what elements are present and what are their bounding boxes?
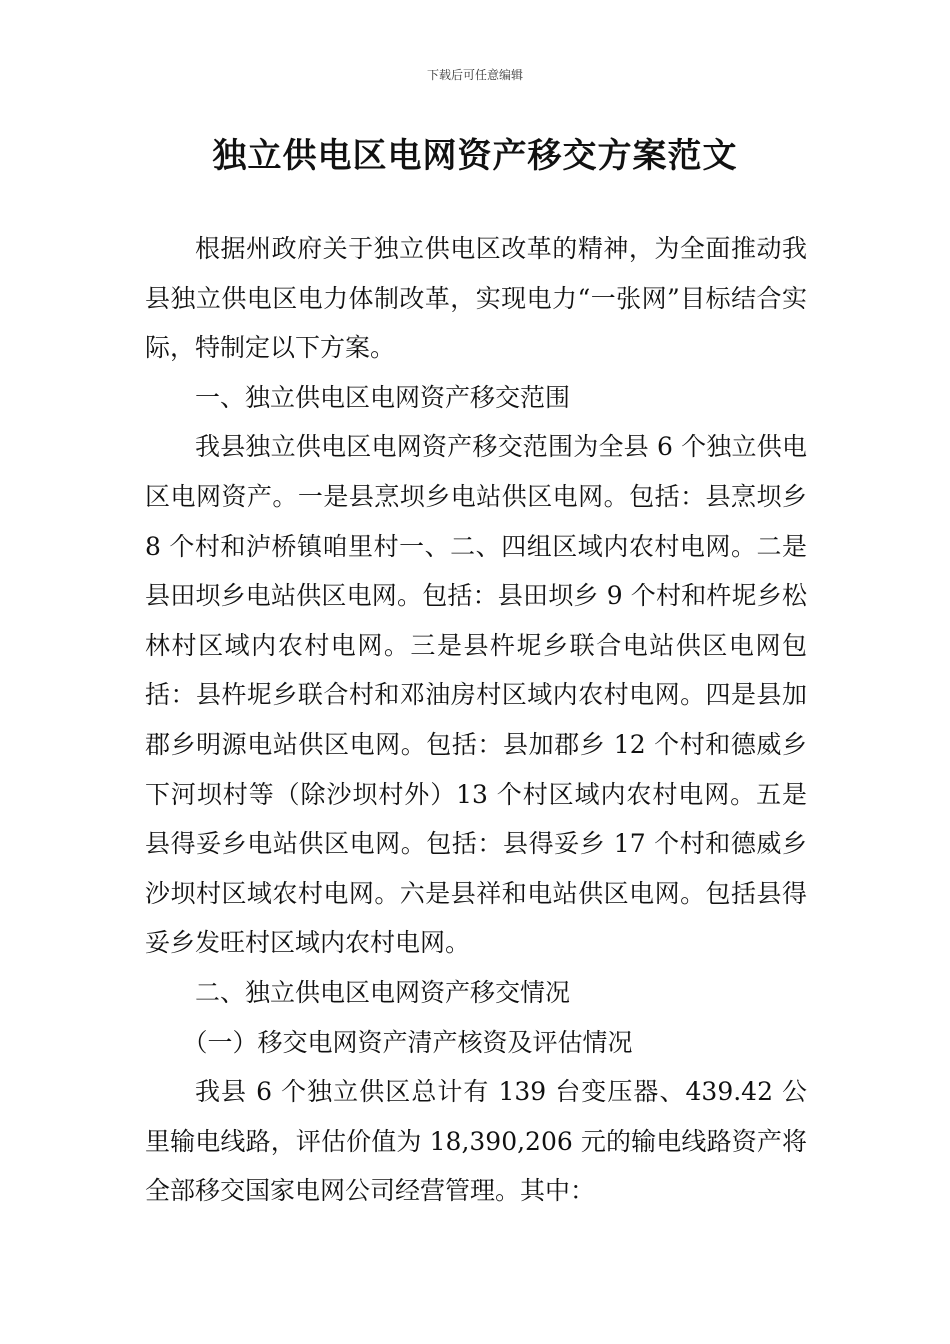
paragraph-intro: 根据州政府关于独立供电区改革的精神，为全面推动我县独立供电区电力体制改革，实现电力“一张网”目标结合实际，特制定以下方案。 [145, 234, 807, 363]
header-note: 下载后可任意编辑 [426, 68, 523, 82]
document-body [145, 224, 807, 1216]
section-heading-1: 一、独立供电区电网资产移交范围 [195, 382, 571, 412]
paragraph-scope: 我县独立供电区电网资产移交范围为全县 6 个独立供电区电网资产。一是县烹坝乡电站供区电网。包括：县烹坝乡 8 个村和泸桥镇咱里村一、二、四组区域内农村电网。二是县田坝乡电站供区电网。包括：县田坝乡 9 个村和杵坭乡松林村区域内农村电网。三是县杵坭乡联合电站供区电网包括：县杵坭乡联合村和邓油房村区域内农村电网。四是县加郡乡明源电站供区电网。包括：县加郡乡 12 个村和德威乡下河坝村等（除沙坝村外）13 个村区域内农村电网。五是县得妥乡电站供区电网。包括：县得妥乡 17 个村和德威乡沙坝村区域农村电网。六是县祥和电站供区电网。包括县得妥乡发旺村区域内农村电网。 [145, 432, 807, 958]
document-title: 独立供电区电网资产移交方案范文 [212, 136, 738, 176]
paragraph-assets: 我县 6 个独立供区总计有 139 台变压器、439.42 公里输电线路，评估价值为 18,390,206 元的输电线路资产将全部移交国家电网公司经营管理。其中： [145, 1077, 807, 1206]
subsection-heading-1: （一）移交电网资产清产核资及评估情况 [182, 1027, 633, 1057]
section-heading-2: 二、独立供电区电网资产移交情况 [195, 977, 571, 1007]
